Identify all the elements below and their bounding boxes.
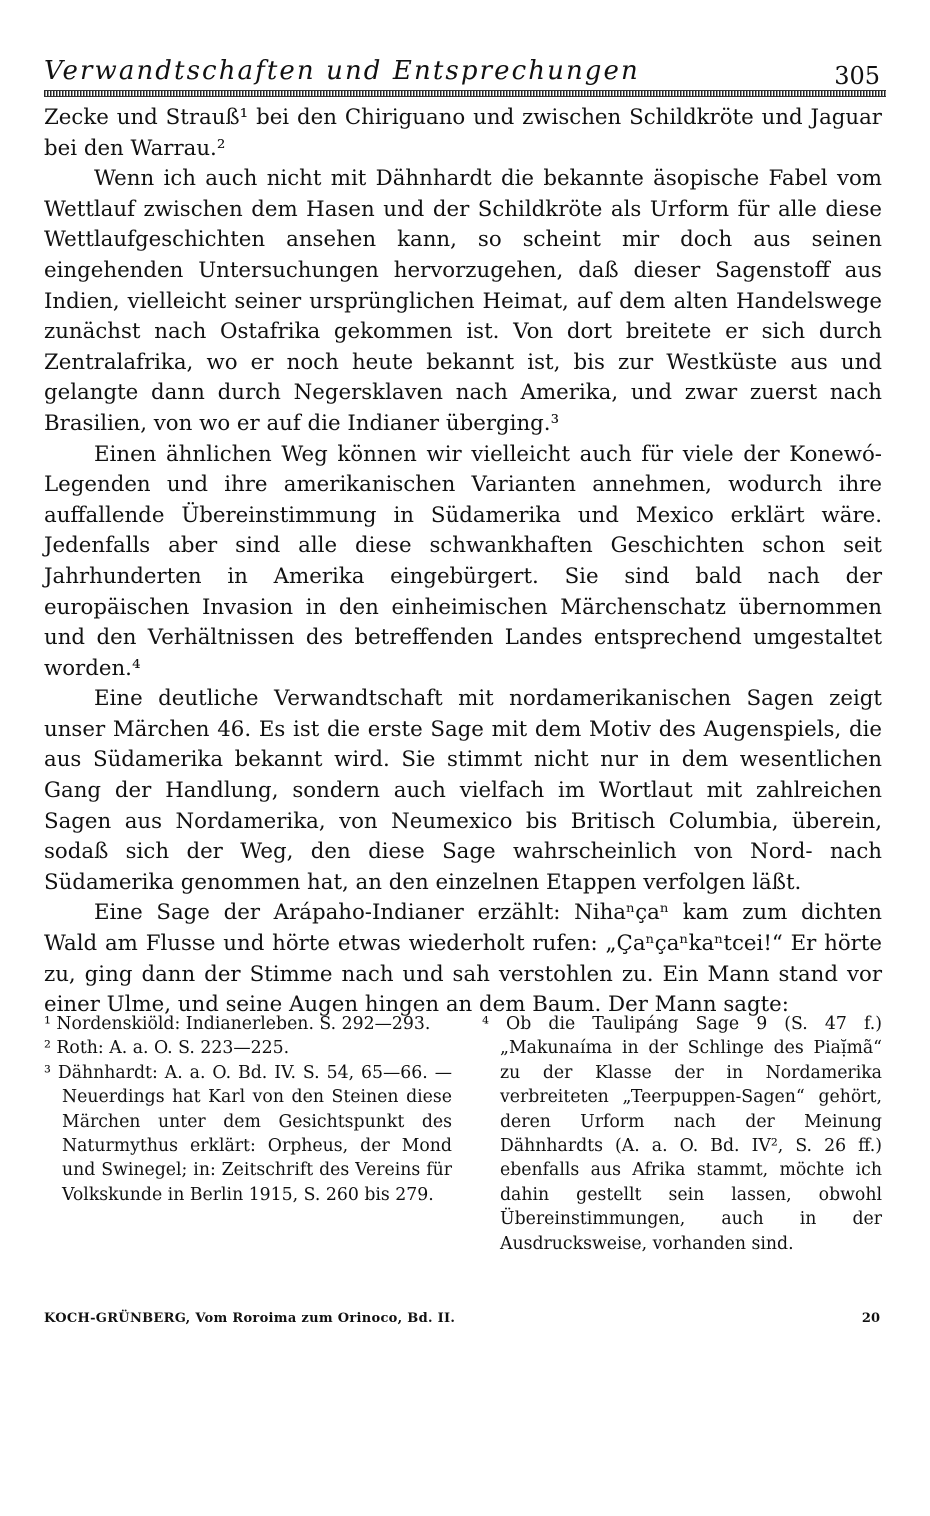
book-reference: KOCH-GRÜNBERG, Vom Roroima zum Orinoco, Bd. II.: [44, 1311, 456, 1326]
paragraph: Eine deutliche Verwandtschaft mit nordamerikanischen Sagen zeigt unser Märchen 46. Es ist die erste Sage mit dem Motiv des Augenspiels, die aus Südamerika bekannt wird. Sie stimmt nicht nur in dem wesentlichen Gang der Handlung, sondern auch vielfach im Wortlaut mit zahlreichen Sagen aus Nordamerika, von Neumexico bis Britisch Columbia, überein, sodaß sich der Weg, den diese Sage wahrscheinlich von Nord- nach Südamerika genommen hat, an den einzelnen Etappen verfolgen läßt.: [44, 686, 882, 895]
paragraph: Zecke und Strauß¹ bei den Chiriguano und zwischen Schildkröte und Jaguar bei den Warrau.²: [44, 105, 882, 161]
sheet-number: 20: [861, 1311, 880, 1326]
footnote: ¹ Nordenskiöld: Indianerleben. S. 292—293.: [44, 1014, 431, 1034]
header-rule: [44, 90, 886, 97]
running-title: Verwandtschaften und Entsprechungen: [44, 56, 640, 86]
body-text: [44, 103, 882, 1021]
footnote: ² Roth: A. a. O. S. 223—225.: [44, 1038, 290, 1059]
page-footer: [44, 1311, 886, 1337]
footnotes-right-column: [482, 1012, 882, 1256]
footnotes-left-column: [44, 1012, 452, 1207]
page-header: [44, 52, 886, 100]
page-number: 305: [834, 62, 880, 90]
footnote: ³ Dähnhardt: A. a. O. Bd. IV. S. 54, 65—66. — Neuerdings hat Karl von den Steinen diese Märchen unter dem Gesichtspunkt des Naturmythus erklärt: Orpheus, der Mond und Swinegel; in: Zeitschrift des Vereins für Volkskunde in Berlin 1915, S. 260 bis 279.: [44, 1062, 452, 1205]
paragraph: Eine Sage der Arápaho-Indianer erzählt: Nihaⁿçaⁿ kam zum dichten Wald am Flusse und hörte etwas wiederholt rufen: „Çaⁿçaⁿkaⁿtcei!“ Er hörte zu, ging dann der Stimme nach und sah verstohlen zu. Ein Mann stand vor einer Ulme, und seine Augen hingen an dem Baum. Der Mann sagte:: [44, 900, 882, 1018]
paragraph: Einen ähnlichen Weg können wir vielleicht auch für viele der Konewó-Legenden und ihre amerikanischen Varianten annehmen, wodurch ihre auffallende Übereinstimmung in Südamerika und Mexico erklärt wäre. Jedenfalls aber sind alle diese schwankhaften Geschichten schon seit Jahrhunderten in Amerika eingebürgert. Sie sind bald nach der europäischen Invasion in den einheimischen Märchenschatz übernommen und den Verhältnissen des betreffenden Landes entsprechend umgestaltet worden.⁴: [44, 441, 882, 681]
paragraph: Wenn ich auch nicht mit Dähnhardt die bekannte äsopische Fabel vom Wettlauf zwischen dem Hasen und der Schildkröte als Urform für alle diese Wettlaufgeschichten ansehen kann, so scheint mir doch aus seinen eingehenden Untersuchungen hervorzugehen, daß dieser Sagenstoff aus Indien, vielleicht seiner ursprünglichen Heimat, auf dem alten Handelswege zunächst nach Ostafrika gekommen ist. Von dort breitete er sich durch Zentralafrika, wo er noch heute bekannt ist, bis zur Westküste aus und gelangte dann durch Negersklaven nach Amerika, und zwar zuerst nach Brasilien, von wo er auf die Indianer überging.³: [44, 166, 882, 436]
footnote: ⁴ Ob die Taulipáng Sage 9 (S. 47 f.) „Makunaíma in der Schlinge des Piaị̆mã“ zu der Klasse der in Nordamerika verbreiteten „Teerpuppen-Sagen“ gehört, deren Urform nach der Meinung Dähnhardts (A. a. O. Bd. IV², S. 26 ff.) ebenfalls aus Afrika stammt, möchte ich dahin gestellt sein lassen, obwohl Übereinstimmungen, auch in der Ausdrucksweise, vorhanden sind.: [482, 1014, 882, 1254]
footnotes: [44, 1012, 886, 1292]
